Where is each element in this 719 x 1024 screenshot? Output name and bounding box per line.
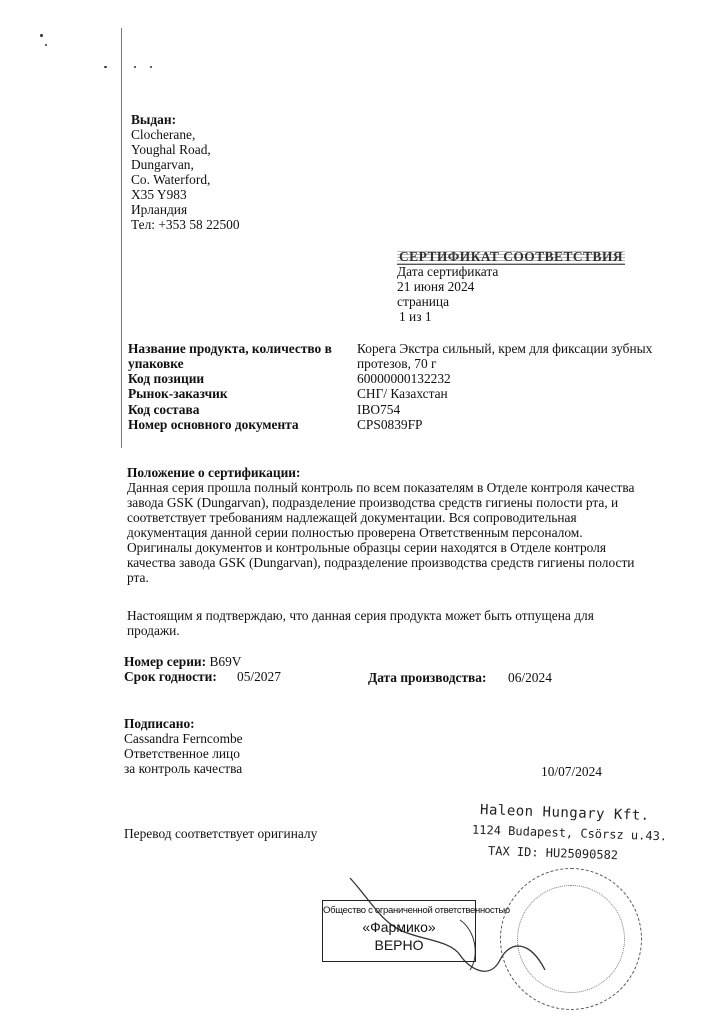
product-code-label: Код позиции [128, 371, 205, 386]
margin-line [121, 28, 122, 448]
signatory-role: Ответственное лицо [124, 746, 240, 761]
expiry-label: Срок годности: [124, 669, 217, 684]
issuer-line: Youghal Road, [131, 142, 211, 157]
expiry-value: 05/2027 [237, 669, 281, 684]
notary-stamp-company: «Фармико» [362, 919, 436, 935]
document-label: Номер основного документа [128, 417, 299, 432]
scan-speck [134, 66, 136, 68]
signature-date: 10/07/2024 [541, 764, 603, 779]
product-code-value: 60000000132232 [357, 371, 451, 386]
formula-label: Код состава [128, 402, 200, 417]
confirmation-line: продажи. [127, 623, 180, 638]
signatory-name: Cassandra Ferncombe [124, 731, 243, 746]
signature-block [124, 716, 243, 776]
confirmation-section [127, 608, 667, 638]
certification-section [127, 465, 667, 585]
issuer-line: Dungarvan, [131, 157, 194, 172]
notary-stamp [322, 900, 510, 962]
market-label: Рынок-заказчик [128, 386, 228, 401]
product-name-label-cont: упаковке [128, 356, 184, 371]
certification-line: Оригиналы документов и контрольные образцы серии находятся в Отделе контроля [127, 540, 607, 555]
scan-speck [150, 66, 152, 68]
certificate-date-label: Дата сертификата [397, 264, 499, 279]
certification-line: соответствует требованиям надлежащей документации. Вся сопроводительная [127, 510, 577, 525]
product-name-label: Название продукта, количество в [128, 341, 332, 356]
manufacture-date-label: Дата производства: [368, 670, 487, 685]
company-stamp-tax-id: TAX ID: HU25090582 [487, 843, 619, 863]
scan-speck [40, 34, 43, 37]
manufacture-date-value: 06/2024 [508, 670, 552, 685]
certificate-title: СЕРТИФИКАТ СООТВЕТСТВИЯ [399, 249, 624, 264]
certification-line: качества завода GSK (Dungarvan), подразделение производства средств гигиены полости [127, 555, 635, 570]
certificate-date-value: 21 июня 2024 [397, 279, 475, 294]
issuer-line: Тел: +353 58 22500 [131, 217, 240, 232]
issuer-line: X35 Y983 [131, 187, 187, 202]
company-stamp-name: Haleon Hungary Kft. [479, 802, 650, 824]
signature-heading: Подписано: [124, 716, 195, 731]
document-value: CPS0839FP [357, 417, 423, 432]
certification-line: завода GSK (Dungarvan), подразделение производства средств гигиены полости рта, и [127, 495, 619, 510]
certification-line: рта. [127, 570, 149, 585]
certification-line: документация данной серии полностью проверена Ответственным персоналом. [127, 525, 583, 540]
batch-number-value: B69V [209, 654, 242, 669]
certificate-page-value: 1 из 1 [399, 309, 432, 324]
company-stamp-address: 1124 Budapest, Csörsz u.43. [471, 822, 668, 844]
expiry-row [124, 669, 217, 684]
formula-value: IBO754 [357, 402, 401, 417]
confirmation-line: Настоящим я подтверждаю, что данная серия продукта может быть отпущена для [127, 608, 594, 623]
scan-speck [104, 66, 107, 68]
issuer-block [131, 112, 240, 232]
certificate-header [397, 249, 625, 324]
market-value: СНГ/ Казахстан [357, 386, 448, 401]
batch-number-label: Номер серии: [124, 654, 207, 669]
signatory-role-cont: за контроль качества [124, 761, 243, 776]
issuer-line: Clocherane, [131, 127, 196, 142]
notary-stamp-org: Общество с ограниченной ответственностью [323, 905, 510, 916]
issuer-heading: Выдан: [131, 112, 177, 127]
translation-note: Перевод соответствует оригиналу [124, 826, 318, 841]
product-name-value: Корега Экстра сильный, крем для фиксации зубных [357, 341, 653, 356]
notary-stamp-verified: ВЕРНО [374, 937, 424, 953]
scan-speck [45, 44, 47, 46]
certification-heading: Положение о сертификации: [127, 465, 301, 480]
certificate-page-label: страница [397, 294, 450, 309]
product-name-value-cont: протезов, 70 г [357, 356, 437, 371]
certification-line: Данная серия прошла полный контроль по всем показателям в Отделе контроля качества [127, 480, 635, 495]
batch-number-row [124, 654, 241, 669]
issuer-line: Ирландия [131, 202, 188, 217]
issuer-line: Co. Waterford, [131, 172, 211, 187]
